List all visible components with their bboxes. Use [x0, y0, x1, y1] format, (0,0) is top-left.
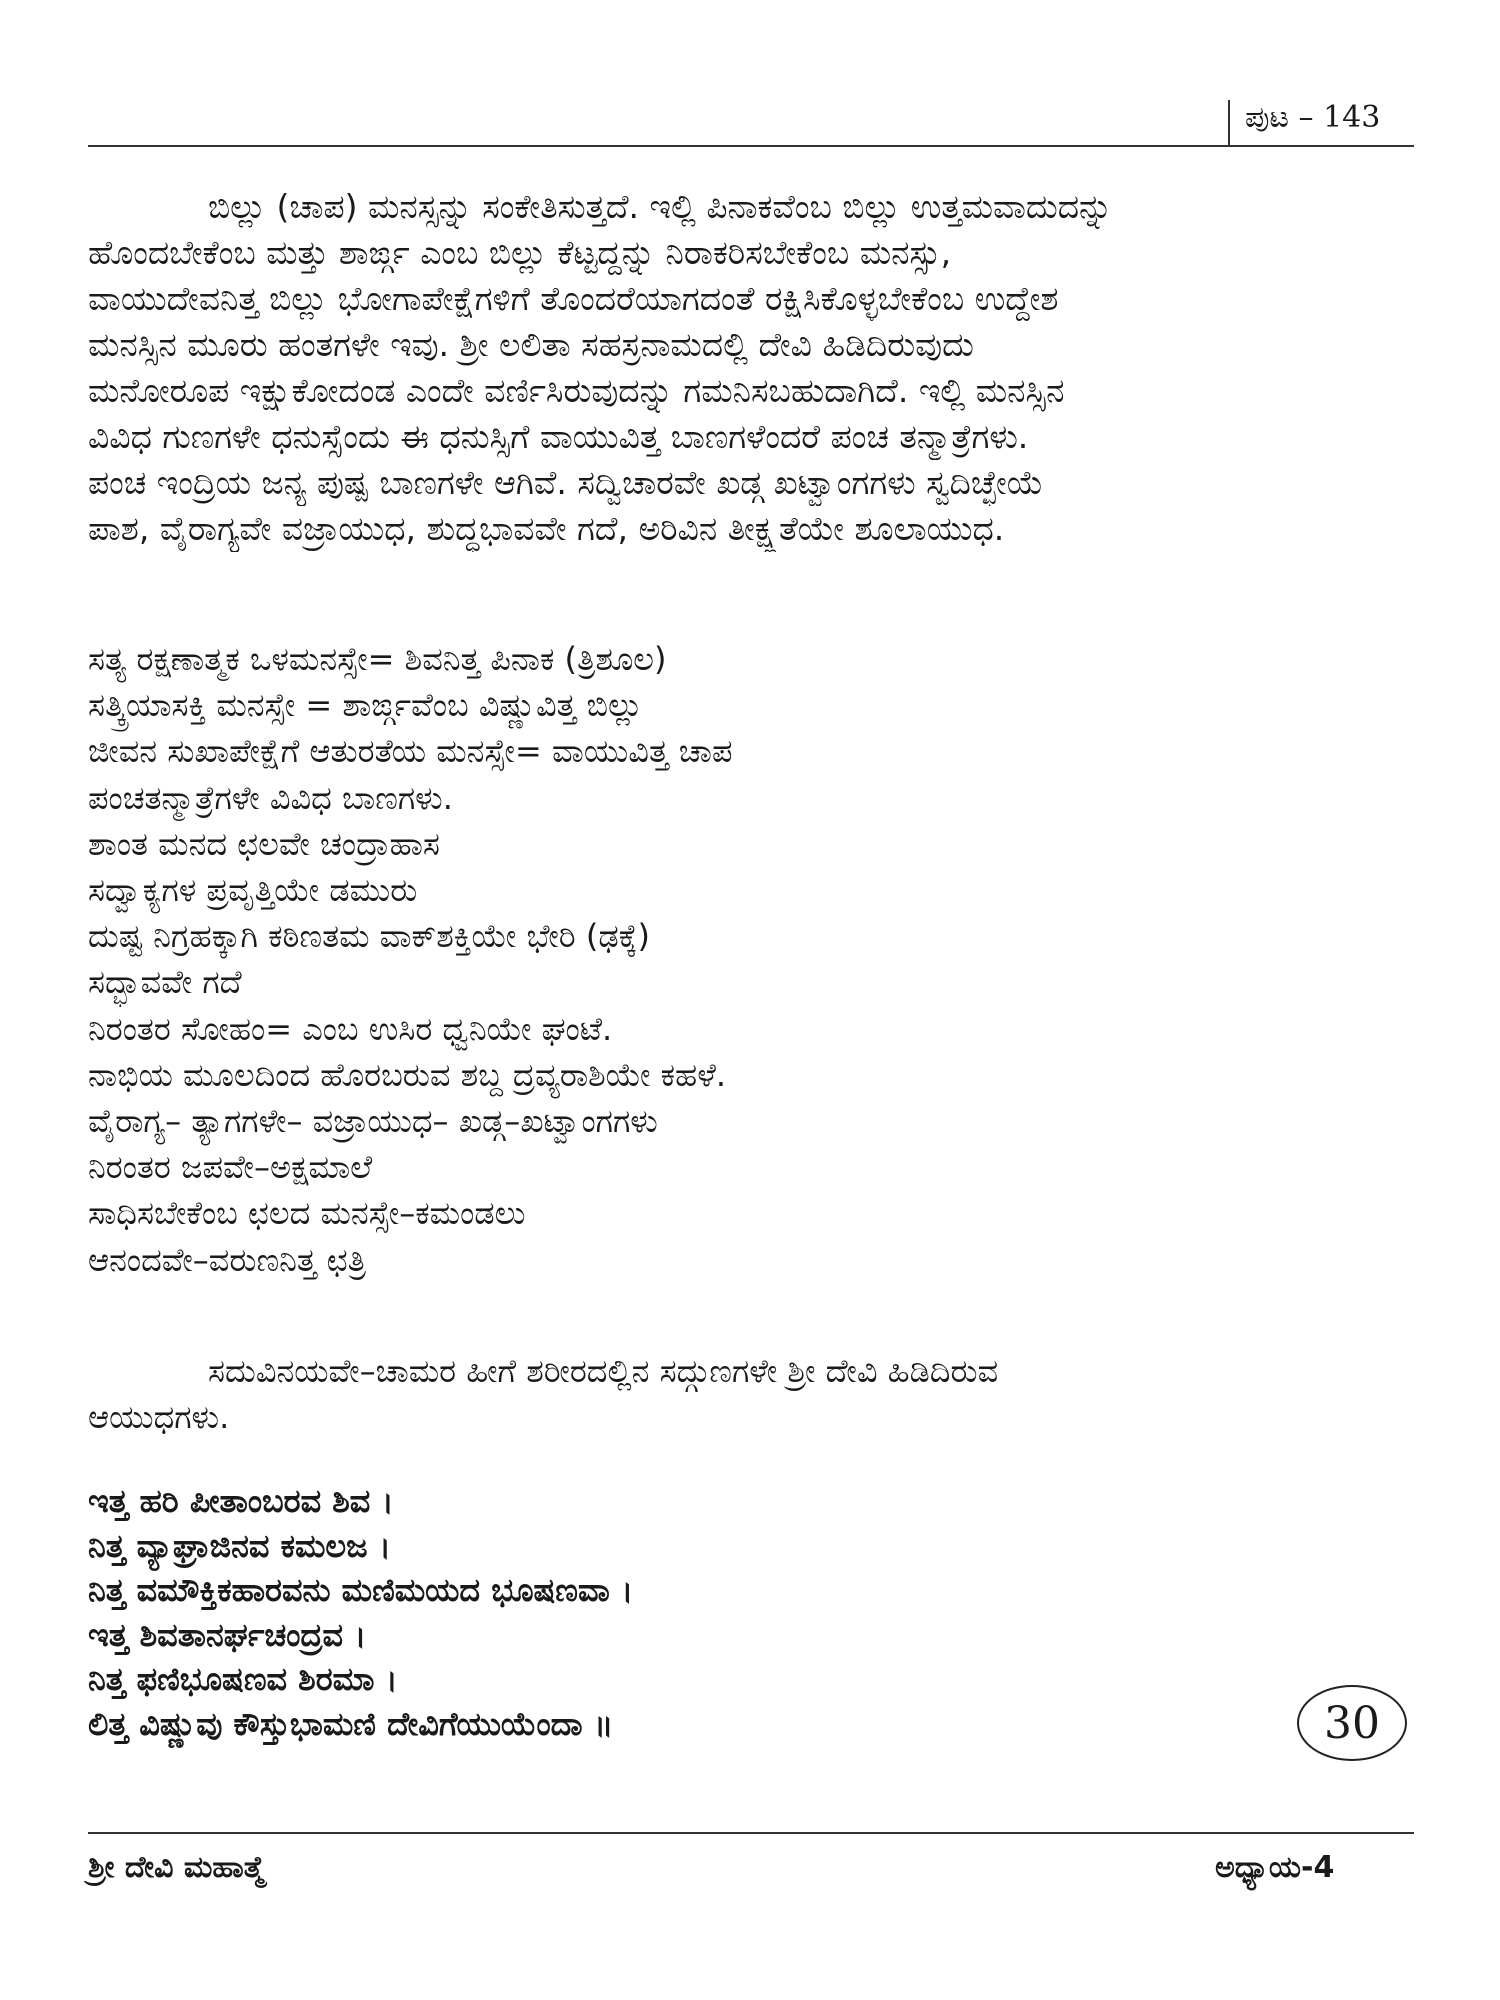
list-item: ಜೀವನ ಸುಖಾಪೇಕ್ಷೆಗೆ ಆತುರತೆಯ ಮನಸ್ಸೇ= ವಾಯುವಿತ್ತ ಚಾಪ [88, 732, 733, 771]
paragraph-line: ಪಾಶ, ವೈರಾಗ್ಯವೇ ವಜ್ರಾಯುಧ, ಶುದ್ಧಭಾವವೇ ಗದೆ, ಅರಿವಿನ ತೀಕ್ಷ್ಣತೆಯೇ ಶೂಲಾಯುಧ. [88, 509, 1005, 548]
closing-paragraph [88, 1348, 1414, 1440]
paragraph-line: ಪಂಚ ಇಂದ್ರಿಯ ಜನ್ಯ ಪುಷ್ಪ ಬಾಣಗಳೇ ಆಗಿವೆ. ಸದ್ವಿಚಾರವೇ ಖಡ್ಗ ಖಟ್ವಾಂಗಗಳು ಸ್ವದಿಚ್ಛೇಯೆ [88, 463, 1044, 502]
paragraph-line: ವಿವಿಧ ಗುಣಗಳೇ ಧನುಸ್ಸೆಂದು ಈ ಧನುಸ್ಸಿಗೆ ವಾಯುವಿತ್ತ ಬಾಣಗಳೆಂದರೆ ಪಂಚ ತನ್ಮಾತ್ರೆಗಳು. [88, 417, 1029, 456]
verse-number-badge: 30 [1297, 1685, 1407, 1761]
list-item: ಸತ್ಕ್ರಿಯಾಸಕ್ತಿ ಮನಸ್ಸೇ = ಶಾರ್ಙ್ಗವೆಂಬ ವಿಷ್ಣುವಿತ್ತ ಬಿಲ್ಲು [88, 686, 643, 725]
paragraph-line: ಮನೋರೂಪ ಇಕ್ಷುಕೋದಂಡ ಎಂದೇ ವರ್ಣಿಸಿರುವುದನ್ನು ಗಮನಿಸಬಹುದಾಗಿದೆ. ಇಲ್ಲಿ ಮನಸ್ಸಿನ [88, 371, 1065, 410]
paragraph-line: ಸದುವಿನಯವೇ–ಚಾಮರ ಹೀಗೆ ಶರೀರದಲ್ಲಿನ ಸದ್ಗುಣಗಳೇ ಶ್ರೀ ದೇವಿ ಹಿಡಿದಿರುವ [208, 1352, 999, 1390]
verse-block [88, 1479, 1288, 1746]
list-item: ನಿರಂತರ ಸೋಹಂ= ಎಂಬ ಉಸಿರ ಧ್ವನಿಯೇ ಘಂಟೆ. [88, 1009, 613, 1048]
list-item: ಸತ್ಯ ರಕ್ಷಣಾತ್ಮಕ ಒಳಮನಸ್ಸೇ= ಶಿವನಿತ್ತ ಪಿನಾಕ (ತ್ರಿಶೂಲ) [88, 640, 667, 678]
list-item: ಶಾಂತ ಮನದ ಛಲವೇ ಚಂದ್ರಾಹಾಸ [88, 824, 440, 863]
list-item: ದುಷ್ಟ ನಿಗ್ರಹಕ್ಕಾಗಿ ಕಠಿಣತಮ ವಾಕ್‌ಶಕ್ತಿಯೇ ಭೇರಿ (ಢಕ್ಕೆ) [88, 917, 650, 956]
header-separator [1228, 100, 1230, 146]
verse-line: ಇತ್ತ ಶಿವತಾನರ್ಘಚಂದ್ರವ । [88, 1615, 367, 1654]
footer-rule [88, 1832, 1414, 1834]
list-item: ವೈರಾಗ್ಯ– ತ್ಯಾಗಗಳೇ– ವಜ್ರಾಯುಧ– ಖಡ್ಗ–ಖಟ್ವಾಂಗಗಳು [88, 1102, 658, 1141]
weapon-list [88, 636, 1288, 1283]
verse-line: ನಿತ್ತ ವಮೌಕ್ತಿಕಹಾರವನು ಮಣಿಮಯದ ಭೂಷಣವಾ । [88, 1571, 634, 1609]
list-item: ಪಂಚತನ್ಮಾತ್ರೆಗಳೇ ವಿವಿಧ ಬಾಣಗಳು. [88, 778, 453, 817]
verse-line: ನಿತ್ತ ವ್ಯಾಘ್ರಾಜಿನವ ಕಮಲಜ । [88, 1526, 391, 1565]
footer-chapter: ಅಧ್ಯಾಯ-4 [1215, 1850, 1335, 1885]
verse-line: ಲಿತ್ತ ವಿಷ್ಣುವು ಕೌಸ್ತುಭಾಮಣಿ ದೇವಿಗೆಯುಯೆಂದಾ ॥ [88, 1704, 614, 1743]
list-item: ಸದ್ಭಾವವೇ ಗದೆ [88, 963, 242, 1002]
paragraph-line: ಬಿಲ್ಲು (ಚಾಪ) ಮನಸ್ಸನ್ನು ಸಂಕೇತಿಸುತ್ತದೆ. ಇಲ್ಲಿ ಪಿನಾಕವೆಂಬ ಬಿಲ್ಲು ಉತ್ತಮವಾದುದನ್ನು [208, 187, 1113, 226]
list-item: ನಿರಂತರ ಜಪವೇ–ಅಕ್ಷಮಾಲೆ [88, 1148, 373, 1187]
list-item: ಆನಂದವೇ–ವರುಣನಿತ್ತ ಛತ್ರಿ [88, 1240, 366, 1279]
list-item: ನಾಭಿಯ ಮೂಲದಿಂದ ಹೊರಬರುವ ಶಬ್ದ ದ್ರವ್ಯರಾಶಿಯೇ ಕಹಳೆ. [88, 1055, 727, 1094]
header-rule [88, 145, 1414, 147]
list-item: ಸದ್ವಾಕ್ಯಗಳ ಪ್ರವೃತ್ತಿಯೇ ಡಮುರು [88, 871, 418, 910]
footer-book-title: ಶ್ರೀ ದೇವಿ ಮಹಾತ್ಮೆ [88, 1850, 265, 1885]
verse-line: ನಿತ್ತ ಫಣಿಭೂಷಣವ ಶಿರಮಾ । [88, 1660, 398, 1698]
verse-line: ಇತ್ತ ಹರಿ ಪೀತಾಂಬರವ ಶಿವ । [88, 1482, 394, 1520]
page-number: ಪುಟ – 143 [1245, 100, 1381, 135]
paragraph-line: ವಾಯುದೇವನಿತ್ತ ಬಿಲ್ಲು ಭೋಗಾಪೇಕ್ಷೆಗಳಿಗೆ ತೊಂದರೆಯಾಗದಂತೆ ರಕ್ಷಿಸಿಕೊಳ್ಳಬೇಕೆಂಬ ಉದ್ದೇಶ [88, 279, 1059, 318]
paragraph-line: ಆಯುಧಗಳು. [88, 1398, 230, 1436]
paragraph-line: ಮನಸ್ಸಿನ ಮೂರು ಹಂತಗಳೇ ಇವು. ಶ್ರೀ ಲಲಿತಾ ಸಹಸ್ರನಾಮದಲ್ಲಿ ದೇವಿ ಹಿಡಿದಿರುವುದು [88, 325, 974, 364]
list-item: ಸಾಧಿಸಬೇಕೆಂಬ ಛಲದ ಮನಸ್ಸೇ–ಕಮಂಡಲು [88, 1194, 526, 1233]
paragraph-line: ಹೊಂದಬೇಕೆಂಬ ಮತ್ತು ಶಾರ್ಙ್ಗ ಎಂಬ ಬಿಲ್ಲು ಕೆಟ್ಟದ್ದನ್ನು ನಿರಾಕರಿಸಬೇಕೆಂಬ ಮನಸ್ಸು, [88, 233, 952, 272]
paragraph-1 [88, 184, 1414, 552]
